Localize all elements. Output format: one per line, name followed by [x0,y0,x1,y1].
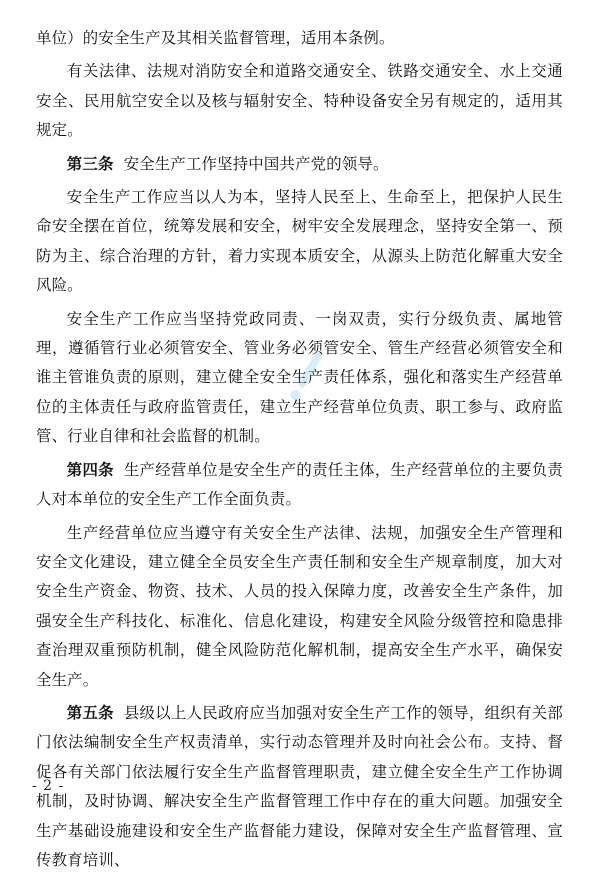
document-body [36,24,563,879]
paragraph-text: 生产经营单位应当遵守有关安全生产法律、法规，加强安全生产管理和安全文化建设，建立健全全员安全生产责任制和安全生产规章制度，加大对安全生产资金、物资、技术、人员的投入保障力度，改善安全生产条件，加强安全生产科技化、标准化、信息化建设，构建安全风险分级管控和隐患排查治理双重预防机制，健全风险防范化解机制，提高安全生产水平，确保安全生产。 [36,523,563,689]
paragraph [36,519,563,695]
article-4 [36,456,563,515]
paragraph-text: 安全生产工作坚持中国共产党的领导。 [123,154,389,173]
article-label: 第五条 [66,703,114,722]
page-number: - 2 - [32,778,65,794]
paragraph-text: 有关法律、法规对消防安全和道路交通安全、铁路交通安全、水上交通安全、民用航空安全以及核与辐射安全、特种设备安全另有规定的，适用其规定。 [36,62,563,140]
paragraph-text: 单位）的安全生产及其相关监督管理，适用本条例。 [36,29,395,47]
article-3 [36,150,563,179]
paragraph-text: 生产经营单位是安全生产的责任主体，生产经营单位的主要负责人对本单位的安全生产工作全面负责。 [36,460,563,509]
article-label: 第三条 [66,154,114,173]
paragraph [36,57,563,145]
article-5 [36,699,563,875]
paragraph-text: 安全生产工作应当坚持党政同责、一岗双责，实行分级负责、属地管理，遵循管行业必须管安全、管业务必须管安全、管生产经营必须管安全和谁主管谁负责的原则，建立健全安全生产责任体系，强化和落实生产经营单位的主体责任与政府监管责任，建立生产经营单位负责、职工参与、政府监管、行业自律和社会监督的机制。 [36,309,563,446]
paragraph [36,183,563,301]
paragraph-text: 县级以上人民政府应当加强对安全生产工作的领导，组织有关部门依法编制安全生产权责清单，实行动态管理并及时向社会公布。支持、督促各有关部门依法履行安全生产监督管理职责，建立健全安全生产工作协调机制，及时协调、解决安全生产监督管理工作中存在的重大问题。加强安全生产基础设施建设和安全生产监督能力建设，保障对安全生产监督管理、宣传教育培训、 [36,703,563,869]
article-label: 第四条 [66,460,114,479]
paragraph [36,305,563,452]
paragraph [36,24,563,53]
paragraph-text: 安全生产工作应当以人为本，坚持人民至上、生命至上，把保护人民生命安全摆在首位，统筹发展和安全，树牢安全发展理念，坚持安全第一、预防为主、综合治理的方针，着力实现本质安全，从源头上防范化解重大安全风险。 [36,188,563,295]
